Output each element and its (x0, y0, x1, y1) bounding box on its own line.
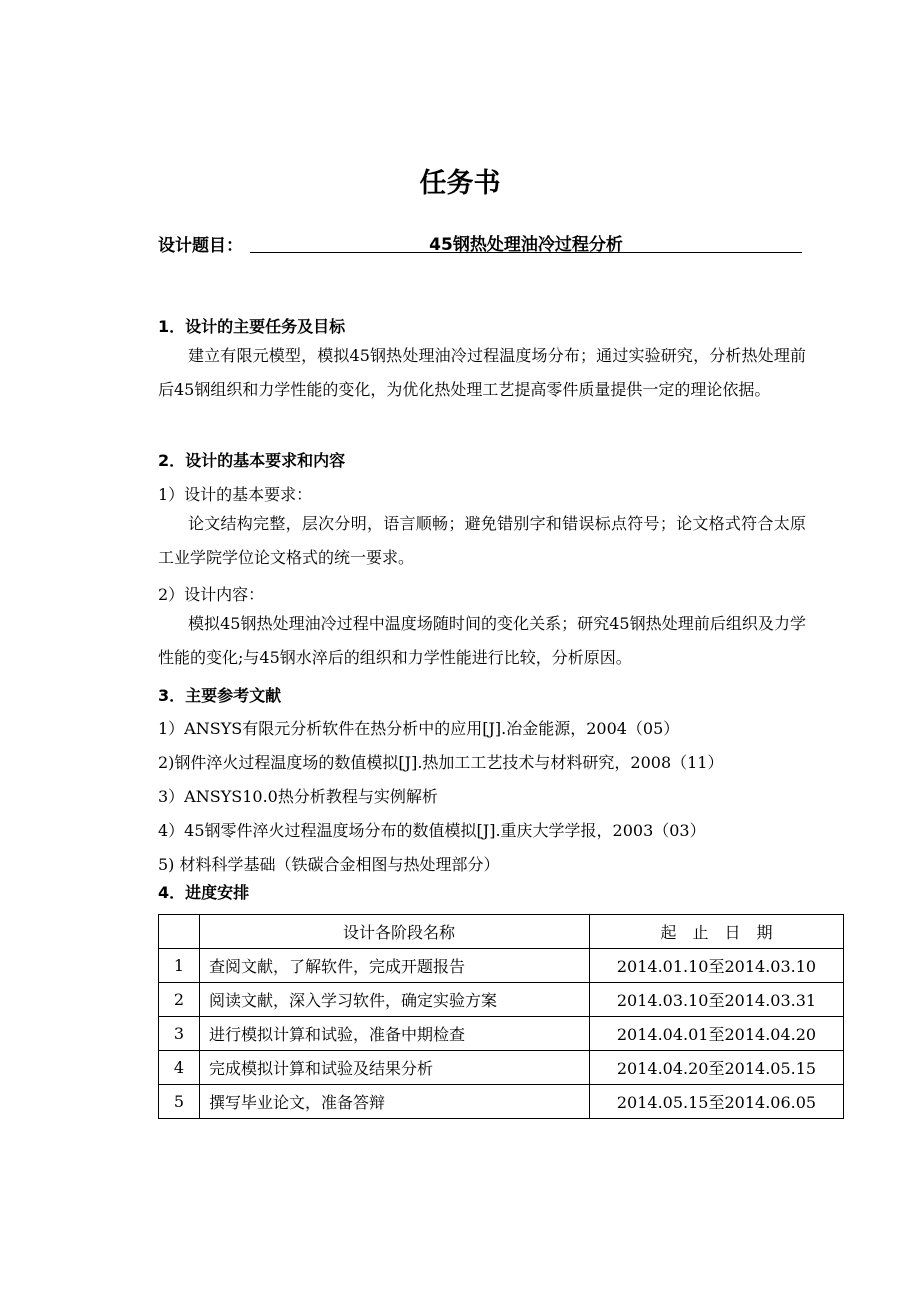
row-name: 完成模拟计算和试验及结果分析 (200, 1051, 590, 1085)
section4-heading: 4．进度安排 (158, 883, 250, 902)
requirements-label: 1）设计的基本要求： (158, 485, 313, 504)
row-name: 撰写毕业论文，准备答辩 (200, 1085, 590, 1119)
row-name: 进行模拟计算和试验，准备中期检查 (200, 1017, 590, 1051)
reference-item: 5) 材料科学基础（铁碳合金相图与热处理部分） (158, 855, 500, 874)
row-no: 4 (159, 1051, 200, 1085)
schedule-table (158, 914, 844, 1119)
topic-value: 45钢热处理油冷过程分析 (250, 230, 802, 253)
row-date: 2014.04.01至2014.04.20 (590, 1017, 844, 1051)
section1-heading: 1．设计的主要任务及目标 (158, 317, 346, 336)
row-date: 2014.01.10至2014.03.10 (590, 949, 844, 983)
row-no: 3 (159, 1017, 200, 1051)
content-body: 模拟45钢热处理油冷过程中温度场随时间的变化关系；研究45钢热处理前后组织及力学性能的变化;与45钢水淬后的组织和力学性能进行比较，分析原因。 (158, 614, 806, 667)
header-date-cell: 起 止 日 期 (590, 915, 844, 949)
reference-item: 3）ANSYS10.0热分析教程与实例解析 (158, 787, 438, 806)
reference-item: 1）ANSYS有限元分析软件在热分析中的应用[J].冶金能源，2004（05） (158, 719, 680, 738)
table-row (159, 1017, 844, 1051)
header-no-cell (159, 915, 200, 949)
page-title: 任务书 (419, 168, 501, 199)
reference-item: 2)钢件淬火过程温度场的数值模拟[J].热加工工艺技术与材料研究，2008（11） (158, 753, 724, 772)
table-header-row (159, 915, 844, 949)
row-no: 5 (159, 1085, 200, 1119)
row-date: 2014.05.15至2014.06.05 (590, 1085, 844, 1119)
section2-heading: 2．设计的基本要求和内容 (158, 451, 346, 470)
table-row (159, 983, 844, 1017)
table-row (159, 1051, 844, 1085)
content-label: 2）设计内容： (158, 585, 265, 604)
section3-heading: 3．主要参考文献 (158, 686, 282, 705)
topic-label: 设计题目： (158, 236, 243, 256)
row-date: 2014.03.10至2014.03.31 (590, 983, 844, 1017)
row-no: 1 (159, 949, 200, 983)
table-row (159, 949, 844, 983)
row-name: 查阅文献，了解软件，完成开题报告 (200, 949, 590, 983)
reference-item: 4）45钢零件淬火过程温度场分布的数值模拟[J].重庆大学学报，2003（03） (158, 821, 706, 840)
header-name-cell: 设计各阶段名称 (200, 915, 590, 949)
requirements-body: 论文结构完整，层次分明，语言顺畅；避免错别字和错误标点符号；论文格式符合太原工业学院学位论文格式的统一要求。 (158, 514, 806, 567)
section1-body: 建立有限元模型，模拟45钢热处理油冷过程温度场分布；通过实验研究，分析热处理前后45钢组织和力学性能的变化，为优化热处理工艺提高零件质量提供一定的理论依据。 (158, 346, 806, 399)
row-no: 2 (159, 983, 200, 1017)
row-date: 2014.04.20至2014.05.15 (590, 1051, 844, 1085)
row-name: 阅读文献，深入学习软件，确定实验方案 (200, 983, 590, 1017)
table-row (159, 1085, 844, 1119)
